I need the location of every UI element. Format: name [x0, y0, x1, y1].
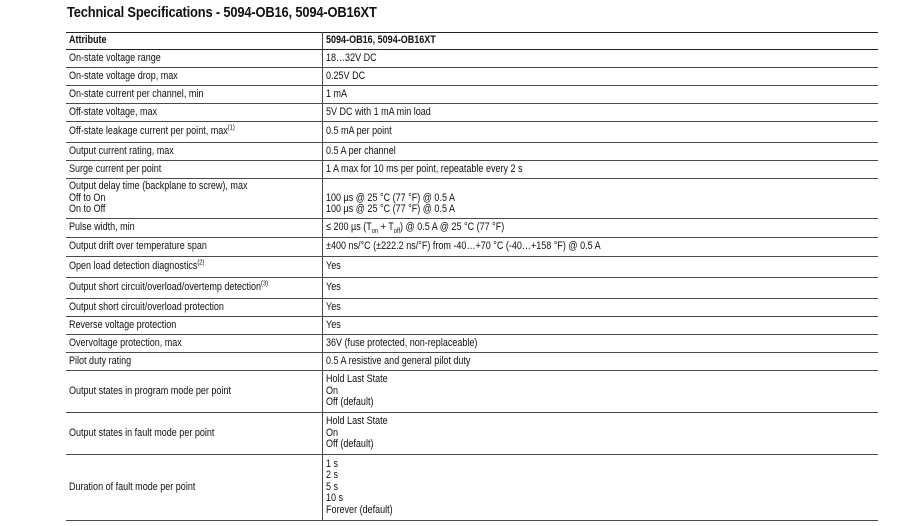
attribute-cell	[66, 413, 322, 455]
attribute-text: Off-state leakage current per point, $\max^{(1)}$	[69, 124, 235, 138]
footnote-ref: (2)	[197, 259, 205, 267]
value-text: 100 µs @ 25 °C (77 °F) @ 0.5 A	[325, 203, 455, 216]
value-text: 1 s	[325, 457, 338, 470]
attribute-text: Off to On	[69, 191, 106, 204]
attribute-cell	[66, 371, 322, 413]
attribute-cell	[66, 353, 322, 371]
attribute-text: Output drift over temperature span	[69, 240, 207, 253]
value-text: Yes	[325, 281, 341, 294]
value-cell	[322, 335, 878, 353]
value-cell	[322, 161, 878, 179]
value-text: On	[325, 426, 338, 439]
table-row	[66, 278, 878, 299]
column-header-attribute: Attribute	[66, 33, 322, 50]
attribute-text: Pilot duty rating	[69, 354, 132, 367]
attribute-text: Output delay time (backplane to screw), max	[69, 180, 248, 193]
value-text: On	[325, 384, 338, 397]
footnote-ref: (3)	[261, 280, 269, 288]
value-text: Off (default)	[325, 438, 373, 451]
value-text: 10 s	[325, 492, 343, 505]
attribute-text: Output states in program mode per point	[69, 384, 231, 397]
attribute-cell	[66, 455, 322, 521]
value-cell	[322, 413, 878, 455]
attribute-text: Reverse voltage protection	[69, 318, 177, 331]
value-cell	[322, 219, 878, 238]
value-cell	[322, 455, 878, 521]
attribute-text: Pulse width, min	[69, 221, 135, 234]
table-row	[66, 238, 878, 257]
value-text: 18…32V DC	[325, 51, 377, 64]
value-cell	[322, 104, 878, 122]
value-text: ±400 ns/°C (±222.2 ns/°F) from -40…+70 °C (-40…+158 °F) @ 0.5 A	[325, 240, 601, 253]
table-body	[66, 50, 878, 521]
footnote-ref: (1)	[227, 124, 235, 132]
attribute-cell	[66, 68, 322, 86]
attribute-text: On-state voltage range	[69, 51, 161, 64]
value-text: 0.5 A resistive and general pilot duty	[325, 354, 470, 367]
value-text: Forever (default)	[325, 503, 393, 516]
table-row	[66, 353, 878, 371]
attribute-cell	[66, 179, 322, 219]
attribute-text: Duration of fault mode per point	[69, 480, 196, 493]
table-row	[66, 50, 878, 68]
attribute-text: Surge current per point	[69, 162, 162, 175]
attribute-cell	[66, 299, 322, 317]
value-text: 1 mA	[325, 87, 347, 100]
value-cell	[322, 257, 878, 278]
attribute-cell	[66, 278, 322, 299]
value-cell	[322, 353, 878, 371]
attribute-cell	[66, 86, 322, 104]
value-text: 0.25V DC	[325, 69, 365, 82]
value-cell	[322, 50, 878, 68]
value-text: 0.5 A per channel	[325, 144, 396, 157]
table-row	[66, 179, 878, 219]
table-row	[66, 299, 878, 317]
value-cell	[322, 143, 878, 161]
table-row	[66, 122, 878, 143]
table-row	[66, 219, 878, 238]
attribute-cell	[66, 317, 322, 335]
attribute-cell	[66, 143, 322, 161]
attribute-cell	[66, 50, 322, 68]
attribute-cell	[66, 161, 322, 179]
specifications-table	[66, 32, 878, 521]
value-cell	[322, 68, 878, 86]
value-text: ≤ 200 µs $(T_{on} + T_{off})$ @ 0.5 A @ 25 °C (77 °F)	[325, 221, 504, 236]
table-row	[66, 257, 878, 278]
value-text: 1 A max for 10 ms per point, repeatable every 2 s	[325, 162, 523, 175]
table-row	[66, 317, 878, 335]
page-title: Technical Specifications - 5094-OB16, 5094-OB16XT	[67, 4, 377, 21]
attribute-text: Output current rating, max	[69, 144, 174, 157]
value-text: Yes	[325, 260, 341, 273]
attribute-cell	[66, 219, 322, 238]
attribute-cell	[66, 238, 322, 257]
value-cell	[322, 317, 878, 335]
value-cell	[322, 371, 878, 413]
column-header-model: 5094-OB16, 5094-OB16XT	[322, 33, 878, 50]
attribute-cell	[66, 335, 322, 353]
attribute-text: Open load detection diagnostics$^{(2)}$	[69, 259, 205, 273]
value-text: 5 s	[325, 480, 338, 493]
attribute-text: Output short circuit/overload protection	[69, 300, 224, 313]
attribute-text: Output short circuit/overload/overtemp detection$^{(3)}$	[69, 280, 269, 294]
attribute-text: Overvoltage protection, max	[69, 336, 182, 349]
value-text: Hold Last State	[325, 373, 388, 386]
attribute-text: On to Off	[69, 203, 106, 216]
attribute-cell	[66, 104, 322, 122]
attribute-cell	[66, 122, 322, 143]
table-row	[66, 371, 878, 413]
value-text: 0.5 mA per point	[325, 125, 392, 138]
value-cell	[322, 86, 878, 104]
table-row	[66, 455, 878, 521]
value-cell	[322, 299, 878, 317]
table-row	[66, 104, 878, 122]
value-text: Yes	[325, 300, 341, 313]
value-text: 2 s	[325, 469, 338, 482]
attribute-text: On-state current per channel, min	[69, 87, 204, 100]
attribute-cell	[66, 257, 322, 278]
table-row	[66, 86, 878, 104]
table-row	[66, 335, 878, 353]
value-text: Yes	[325, 318, 341, 331]
table-row	[66, 143, 878, 161]
value-cell	[322, 238, 878, 257]
value-cell	[322, 179, 878, 219]
table-header-row	[66, 33, 878, 50]
attribute-text: On-state voltage drop, max	[69, 69, 178, 82]
attribute-text: Output states in fault mode per point	[69, 426, 215, 439]
value-cell	[322, 122, 878, 143]
value-text	[326, 181, 455, 193]
attribute-text: Off-state voltage, max	[69, 105, 158, 118]
table-row	[66, 68, 878, 86]
table-row	[66, 161, 878, 179]
value-text: 100 µs @ 25 °C (77 °F) @ 0.5 A	[325, 191, 455, 204]
value-text: 5V DC with 1 mA min load	[325, 105, 431, 118]
table-row	[66, 413, 878, 455]
value-text: Off (default)	[325, 396, 373, 409]
value-cell	[322, 278, 878, 299]
value-text: 36V (fuse protected, non-replaceable)	[325, 336, 477, 349]
value-text: Hold Last State	[325, 415, 388, 428]
